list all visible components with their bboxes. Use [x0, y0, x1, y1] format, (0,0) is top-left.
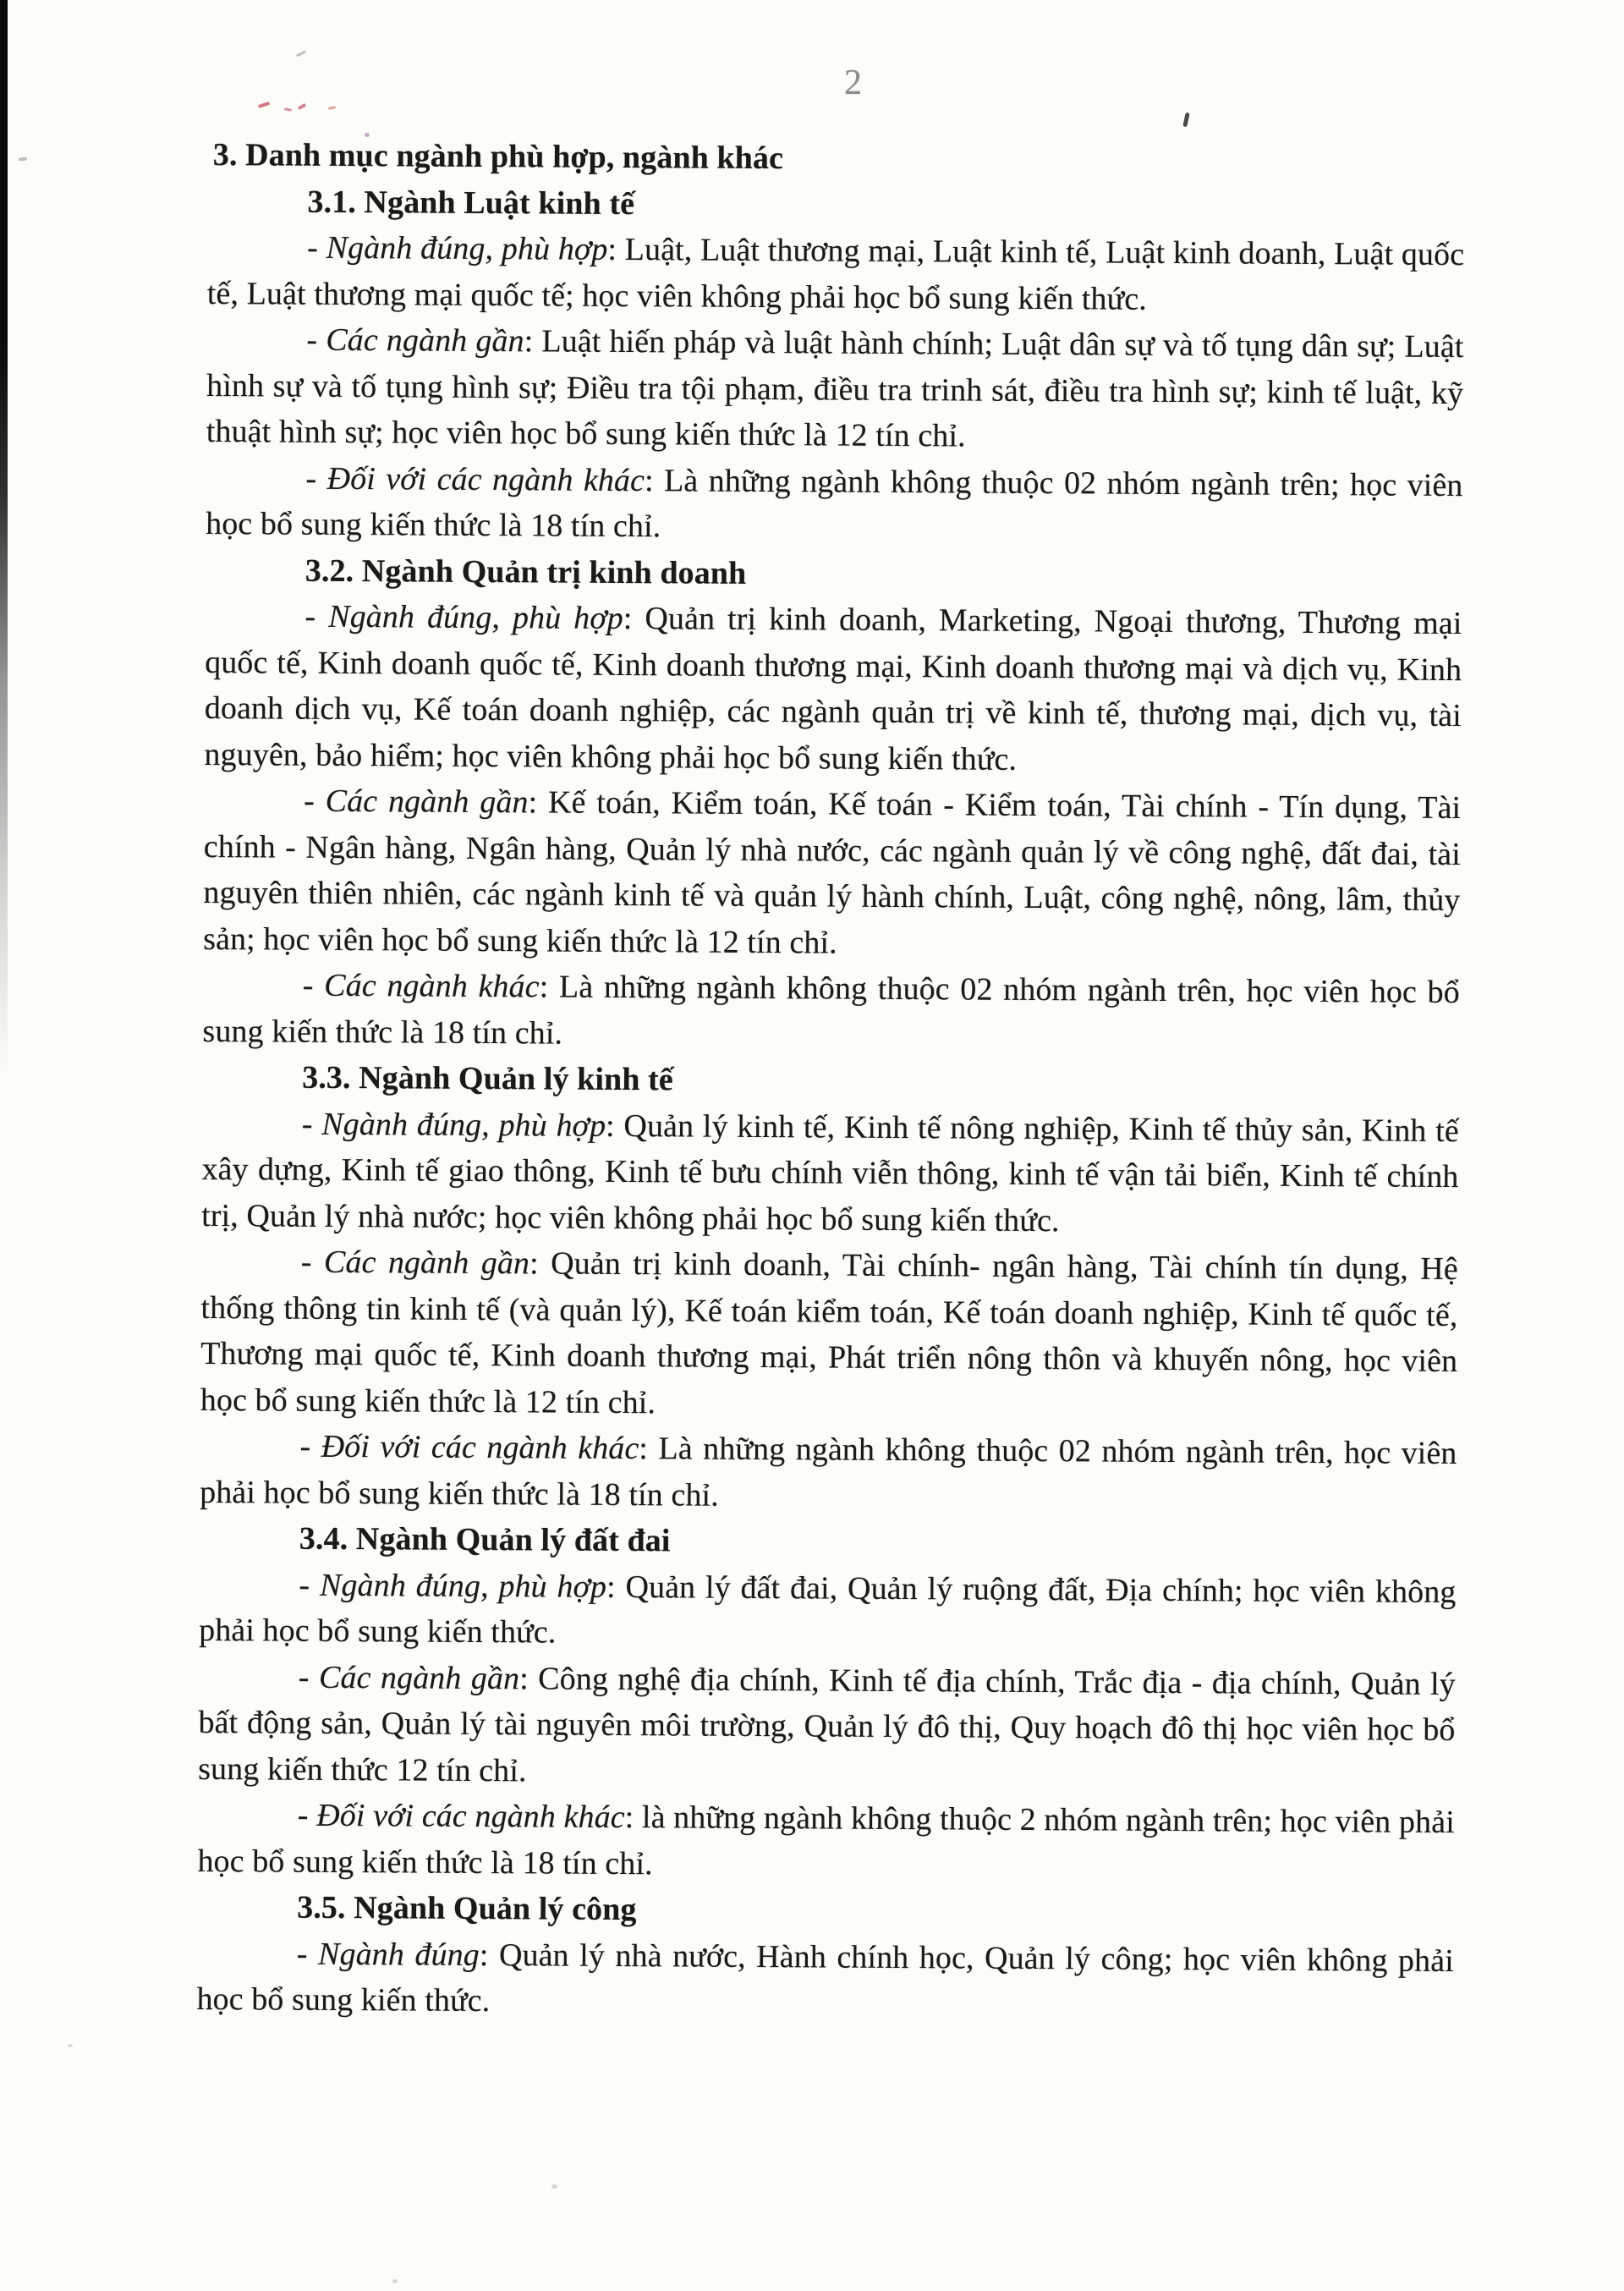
para-3-2-nganh-khac [202, 962, 1460, 1062]
scan-speck [551, 2184, 557, 2189]
heading-section-3-2: 3.2. Ngành Quản trị kinh doanh [304, 552, 747, 591]
heading-section-3-5: 3.5. Ngành Quản lý công [297, 1889, 637, 1928]
para-text: : Quản trị kinh doanh, Tài chính- ngân hàng, Tài chính tín dụng, Hệ thống thông tin kinh tế (và quản lý), Kế toán kiểm toán, Kế toán doanh nghiệp, Kinh tế quốc tế, Thương mại quốc tế, Kinh doanh thương mại, Phát triển nông thôn và khuyến nông, học viên học bổ sung kiến thức là 12 tín chỉ. [200, 1245, 1458, 1420]
para-text: : Luật, Luật thương mại, Luật kinh tế, Luật kinh doanh, Luật quốc tế, Luật thương mại quốc tế; học viên không phải học bổ sung kiến thức. [206, 231, 1465, 317]
para-3-2-cac-nganh-gan [203, 777, 1461, 970]
para-3-4-nganh-dung [199, 1561, 1457, 1661]
heading-section-3-3: 3.3. Ngành Quản lý kinh tế [302, 1059, 673, 1098]
para-lead: - Ngành đúng, phù hợp [307, 229, 608, 267]
heading-section-3: 3. Danh mục ngành phù hợp, ngành khác [212, 137, 784, 177]
scan-speck [296, 51, 306, 58]
para-text: : Là những ngành không thuộc 02 nhóm ngành trên; học viên học bổ sung kiến thức là 18 tín chỉ. [206, 462, 1463, 545]
para-lead: - Các ngành khác [302, 967, 540, 1005]
scan-speck [258, 102, 271, 108]
para-text: : Là những ngành không thuộc 02 nhóm ngành trên, học viên học bổ sung kiến thức là 18 tín chỉ. [202, 969, 1460, 1052]
scan-speck [68, 2044, 73, 2047]
document-body [196, 132, 1465, 2030]
heading-section-3-4: 3.4. Ngành Quản lý đất đai [299, 1520, 671, 1559]
para-text: : Quản lý kinh tế, Kinh tế nông nghiệp, Kinh tế thủy sản, Kinh tế xây dựng, Kinh tế giao thông, Kinh tế bưu chính viễn thông, kinh tế vận tải biển, Kinh tế chính trị, Quản lý nhà nước; học viên không phải học bổ sung kiến thức. [201, 1107, 1459, 1239]
para-lead: - Các ngành gần [306, 321, 524, 360]
para-lead: - Các ngành gần [304, 783, 529, 821]
scan-speck [392, 2279, 398, 2283]
para-text: : là những ngành không thuộc 2 nhóm ngành trên; học viên phải học bổ sung kiến thức là 18 tín chỉ. [197, 1799, 1455, 1882]
para-text: : Quản trị kinh doanh, Marketing, Ngoại thương, Thương mại quốc tế, Kinh doanh quốc tế, Kinh doanh thương mại, Kinh doanh thương mại và dịch vụ, Kinh doanh dịch vụ, Kế toán doanh nghiệp, các ngành quản trị về kinh tế, thương mại, dịch vụ, tài nguyên, bảo hiểm; học viên không phải học bổ sung kiến thức. [204, 601, 1462, 777]
para-text: : Luật hiến pháp và luật hành chính; Luật dân sự và tố tụng dân sự; Luật hình sự và tố tụng hình sự; Điều tra tội phạm, điều tra trinh sát, điều tra hình sự; kinh tế luật, kỹ thuật hình sự; học viên học bổ sung kiến thức là 12 tín chỉ. [206, 323, 1464, 454]
scan-speck [284, 107, 292, 112]
para-lead: - Đối với các ngành khác [299, 1428, 639, 1467]
scan-speck [19, 157, 27, 161]
para-3-4-nganh-khac [197, 1792, 1455, 1892]
para-lead: - Các ngành gần [298, 1659, 520, 1696]
para-3-5-nganh-dung [196, 1930, 1454, 2030]
scan-speck [1182, 113, 1189, 128]
para-lead: - Đối với các ngành khác [305, 460, 645, 498]
para-lead: - Ngành đúng, phù hợp [304, 598, 623, 637]
para-3-3-cac-nganh-gan [200, 1239, 1458, 1431]
scan-edge-artifact [0, 0, 8, 1074]
para-text: : Là những ngành không thuộc 02 nhóm ngành trên, học viên phải học bổ sung kiến thức là 18 tín chỉ. [200, 1431, 1457, 1514]
para-text: : Quản lý nhà nước, Hành chính học, Quản lý công; học viên không phải học bổ sung kiến thức. [196, 1937, 1454, 2019]
para-3-1-nganh-khac [206, 454, 1463, 554]
para-3-3-nganh-khac [200, 1423, 1457, 1523]
para-3-1-nganh-dung [207, 224, 1465, 324]
para-3-4-cac-nganh-gan [198, 1653, 1456, 1799]
para-3-2-nganh-dung [204, 593, 1462, 785]
heading-section-3-1: 3.1. Ngành Luật kinh tế [307, 184, 635, 222]
scan-speck [328, 106, 336, 110]
para-lead: - Ngành đúng, phù hợp [299, 1567, 607, 1605]
para-lead: - Ngành đúng [296, 1936, 480, 1973]
para-lead: - Ngành đúng, phù hợp [301, 1106, 606, 1144]
para-3-3-nganh-dung [201, 1100, 1459, 1246]
para-lead: - Đối với các ngành khác [297, 1797, 625, 1836]
para-text: : Công nghệ địa chính, Kinh tế địa chính, Trắc địa - địa chính, Quản lý bất động sản, Quản lý tài nguyên môi trường, Quản lý đô thị, Quy hoạch đô thị học viên học bổ sung kiến thức 12 tín chỉ. [198, 1660, 1456, 1788]
para-text: : Quản lý đất đai, Quản lý ruộng đất, Địa chính; học viên không phải học bổ sung kiến thức. [199, 1569, 1457, 1651]
para-lead: - Các ngành gần [300, 1244, 530, 1282]
para-3-1-cac-nganh-gan [206, 316, 1464, 463]
page-number: 2 [844, 63, 862, 102]
scan-speck [298, 103, 307, 110]
para-text: : Kế toán, Kiểm toán, Kế toán - Kiểm toán, Tài chính - Tín dụng, Tài chính - Ngân hàng, Ngân hàng, Quản lý nhà nước, các ngành quản lý về công nghệ, đất đai, tài nguyên thiên nhiên, các ngành kinh tế và quản lý hành chính, Luật, công nghệ, nông, lâm, thủy sản; học viên học bổ sung kiến thức là 12 tín chỉ. [203, 784, 1462, 961]
